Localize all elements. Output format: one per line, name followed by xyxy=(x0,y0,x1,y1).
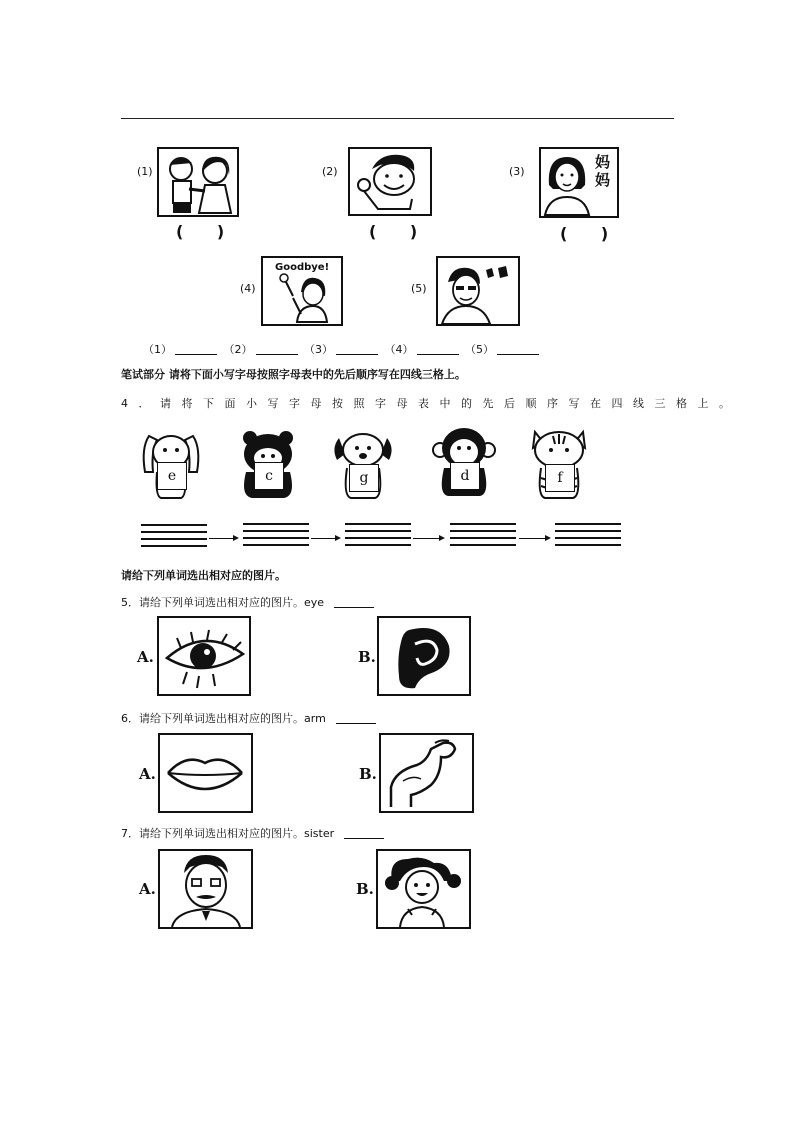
letter-card-5: f xyxy=(545,464,575,492)
q7-option-a-label: A. xyxy=(139,880,156,898)
man-icon xyxy=(160,851,251,927)
answer-blank-1[interactable] xyxy=(175,354,217,355)
girl-icon xyxy=(378,851,469,927)
letter-card-3: g xyxy=(349,464,379,492)
q7-text: 7．请给下列单词选出相对应的图片。sister xyxy=(121,827,335,840)
q5-text: 5．请给下列单词选出相对应的图片。eye xyxy=(121,596,325,609)
label-3: (3) xyxy=(509,165,525,178)
answer-num-5: （5） xyxy=(465,343,494,356)
arrow-right-icon xyxy=(311,538,339,539)
answer-num-3: （3） xyxy=(304,343,333,356)
q6-text: 6．请给下列单词选出相对应的图片。arm xyxy=(121,712,326,725)
q5-option-a-label: A. xyxy=(137,648,154,666)
answer-blank-2[interactable] xyxy=(256,354,298,355)
q6-option-b-label: B. xyxy=(359,765,377,783)
bear-card xyxy=(236,428,300,500)
ear-icon xyxy=(379,618,469,694)
answer-paren-3[interactable]: ( ) xyxy=(560,224,623,243)
writing-grid-3[interactable] xyxy=(345,523,411,549)
q5-answer-blank[interactable] xyxy=(334,607,374,608)
dog-card xyxy=(331,428,395,500)
q5-option-b-picture[interactable] xyxy=(377,616,471,696)
writing-grid-5[interactable] xyxy=(555,523,621,549)
arrow-right-icon xyxy=(413,538,443,539)
answer-blank-4[interactable] xyxy=(417,354,459,355)
label-2: (2) xyxy=(322,165,338,178)
q6-option-a-picture[interactable] xyxy=(158,733,253,813)
answer-blank-5[interactable] xyxy=(497,354,539,355)
writing-grid-1[interactable] xyxy=(141,524,207,550)
label-4: (4) xyxy=(240,282,256,295)
monkey-card xyxy=(432,426,496,498)
letter-card-1: e xyxy=(157,462,187,490)
handshake-icon xyxy=(159,149,237,215)
picture-5-man xyxy=(436,256,520,326)
section-written-heading: 笔试部分 请将下面小写字母按照字母表中的先后顺序写在四线三格上。 xyxy=(121,368,466,381)
picture-2-boy-waving xyxy=(348,147,432,216)
letter-card-2: c xyxy=(254,462,284,490)
answer-num-1: （1） xyxy=(143,343,172,356)
q6-question xyxy=(121,710,376,726)
answer-num-4: （4） xyxy=(384,343,414,356)
q7-option-a-picture[interactable] xyxy=(158,849,253,929)
top-rule xyxy=(121,118,674,119)
arrow-right-icon xyxy=(209,538,237,539)
q6-option-b-picture[interactable] xyxy=(379,733,474,813)
eye-icon xyxy=(159,618,249,694)
boy-waving-icon xyxy=(350,149,430,214)
q6-option-a-label: A. xyxy=(139,765,156,783)
q6-answer-blank[interactable] xyxy=(336,723,376,724)
rabbit-card xyxy=(139,428,203,500)
sign-goodbye: Goodbye! xyxy=(275,262,330,273)
section-choose-heading: 请给下列单词选出相对应的图片。 xyxy=(121,569,286,582)
letter-card-4: d xyxy=(450,462,480,490)
picture-1-handshake xyxy=(157,147,239,217)
man-icon xyxy=(438,258,518,324)
mouth-icon xyxy=(160,735,251,811)
writing-grid-4[interactable] xyxy=(450,523,516,549)
answer-paren-2[interactable]: ( ) xyxy=(369,222,432,241)
q5-question xyxy=(121,594,374,610)
sign-mama: 妈妈 xyxy=(595,153,611,189)
q7-option-b-picture[interactable] xyxy=(376,849,471,929)
arm-icon xyxy=(381,735,472,811)
arrow-right-icon xyxy=(519,538,549,539)
writing-grid-2[interactable] xyxy=(243,523,309,549)
q4-text: 4．请将下面小写字母按照字母表中的先后顺序写在四线三格上。 xyxy=(121,397,741,410)
label-5: (5) xyxy=(411,282,427,295)
q5-option-a-picture[interactable] xyxy=(157,616,251,696)
q7-question xyxy=(121,825,384,841)
answer-blank-3[interactable] xyxy=(336,354,378,355)
picture-3-mother xyxy=(539,147,619,218)
q5-option-b-label: B. xyxy=(358,648,376,666)
tiger-card xyxy=(527,428,591,500)
answer-num-2: （2） xyxy=(223,343,253,356)
listening-answer-line xyxy=(143,341,542,357)
answer-paren-1[interactable]: ( ) xyxy=(176,222,239,241)
q7-answer-blank[interactable] xyxy=(344,838,384,839)
picture-4-goodbye xyxy=(261,256,343,326)
q7-option-b-label: B. xyxy=(356,880,374,898)
label-1: (1) xyxy=(137,165,153,178)
